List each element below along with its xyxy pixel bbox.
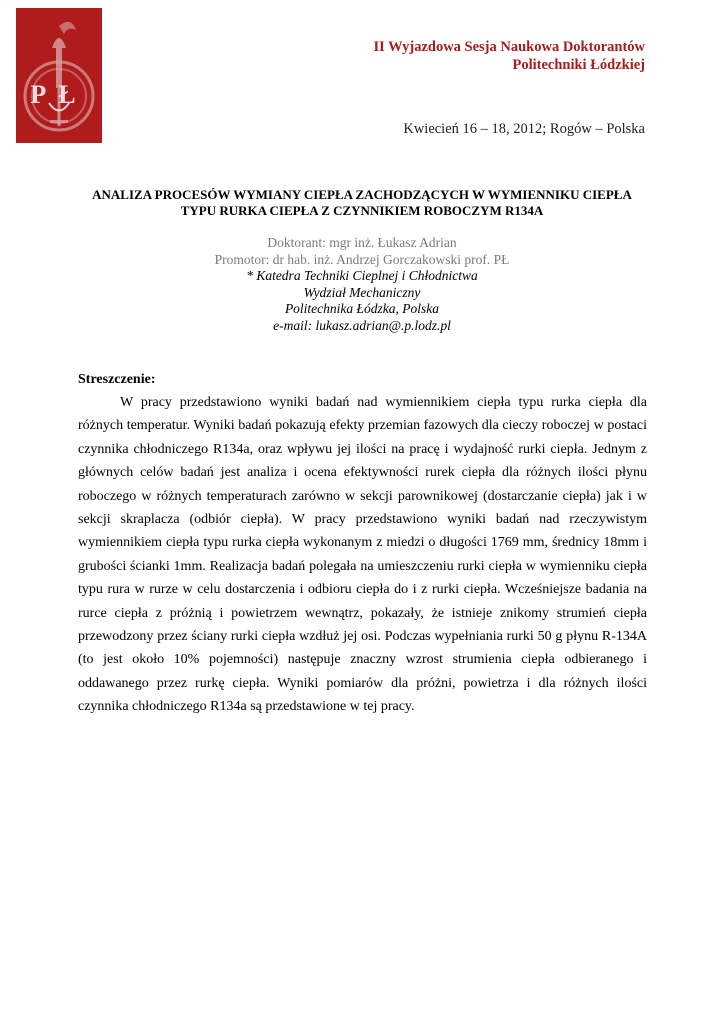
- conference-name: II Wyjazdowa Sesja Naukowa Doktorantów: [373, 39, 645, 55]
- logo-letters: PŁ: [30, 80, 88, 109]
- author-email: e-mail: lukasz.adrian@.p.lodz.pl: [273, 317, 451, 333]
- university-logo: [16, 8, 102, 143]
- affiliation-university: Politechnika Łódzka, Polska: [284, 301, 440, 316]
- conference-university: Politechniki Łódzkiej: [512, 57, 645, 73]
- promotor: Promotor: dr hab. inż. Andrzej Gorczakowski prof. PŁ: [214, 251, 510, 267]
- abstract-text: W pracy przedstawiono wyniki badań nad wymiennikiem ciepła typu rurka ciepła dla różnych temperatur. Wyniki badań pokazują efekty przemian fazowych dla cieczy roboczej w postaci czynnika chłodniczego R134a, oraz wpływu jej ilości na pracę i wydajność rurki ciepła. Jednym z głównych celów badań jest analiza i ocena efektywności rurek ciepła dla różnych ilości płynu roboczego w różnych temperaturach zarówno w sekcji parownikowej (dostarczanie ciepła) jak i w sekcji skraplacza (odbiór ciepła). W pracy przedstawiono wyniki badań nad rzeczywistym wymiennikiem ciepła typu rurka ciepła wykonanym z miedzi o długości 1769 mm, średnicy 18mm i grubości ścianki 1mm. Realizacja badań polegała na umieszczeniu rurki ciepła w wymienniku ciepła typu rura w rurze w celu dostarczenia i odbioru ciepła do i z rurki ciepła. Wcześniejsze badania na rurce ciepła z próżnią i powietrzem wewnątrz, pokazały, że istnieje znikomy strumień ciepła przewodzony przez ściany rurki ciepła wzdłuż jej osi. Podczas wypełniania rurki 50 g płynu R-134A (to jest około 10% pojemności) następuje znaczny wzrost strumienia ciepła odbieranego i oddawanego przez rurkę ciepła. Wyniki pomiarów dla próżni, powietrza i dla różnych ilości czynnika chłodniczego R134a są przedstawione w tej pracy.: [78, 395, 647, 715]
- logo-emblem-icon: [16, 8, 102, 143]
- conference-header: [374, 38, 646, 74]
- title-line-1: ANALIZA PROCESÓW WYMIANY CIEPŁA ZACHODZĄCYCH W WYMIENNIKU CIEPŁA: [92, 187, 632, 202]
- abstract-heading: Streszczenie:: [78, 372, 156, 387]
- doctorant: Doktorant: mgr inż. Łukasz Adrian: [267, 235, 457, 250]
- author-block: [78, 235, 646, 334]
- affiliation-faculty: Wydział Mechaniczny: [303, 284, 421, 300]
- paper-title: [78, 187, 646, 219]
- title-line-2: TYPU RURKA CIEPŁA Z CZYNNIKIEM ROBOCZYM R134A: [180, 203, 544, 218]
- affiliation-department: * Katedra Techniki Cieplnej i Chłodnictwa: [246, 268, 478, 283]
- date-place: Kwiecień 16 – 18, 2012; Rogów – Polska: [403, 121, 645, 137]
